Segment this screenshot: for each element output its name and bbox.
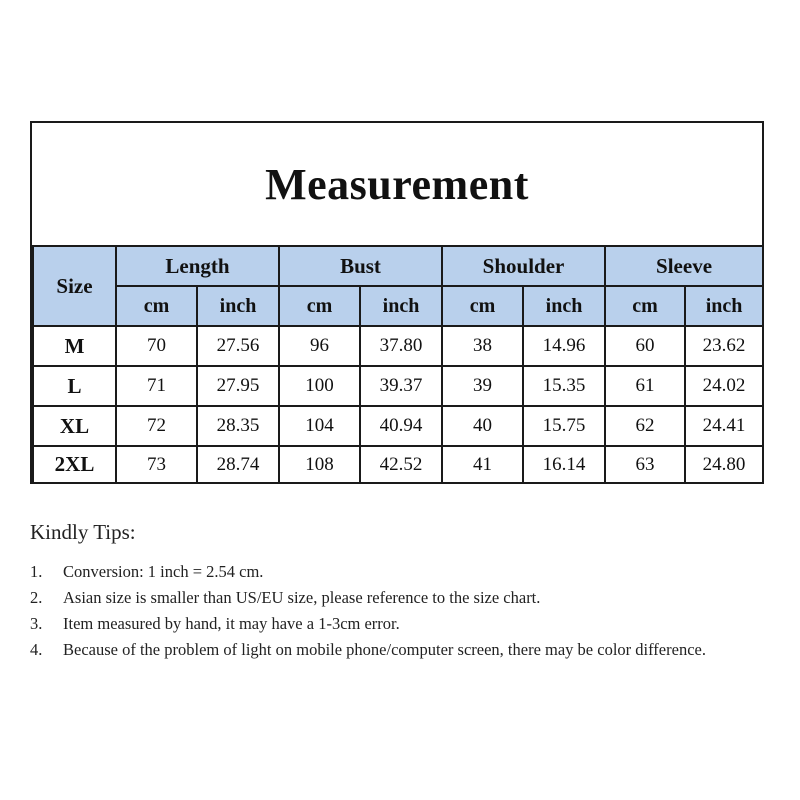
table-cell: 71: [116, 366, 197, 406]
unit-header: inch: [685, 286, 763, 326]
unit-header: inch: [360, 286, 442, 326]
tip-number: 2.: [30, 588, 43, 607]
chart-title: Measurement: [265, 159, 529, 209]
table-cell: 16.14: [523, 446, 605, 483]
unit-header: cm: [605, 286, 685, 326]
table-cell: 63: [605, 446, 685, 483]
table-cell: 23.62: [685, 326, 763, 366]
size-table: [32, 245, 764, 484]
table-cell: 39: [442, 366, 523, 406]
table-row: [33, 446, 763, 483]
table-row: [33, 366, 763, 406]
unit-header-row: [33, 286, 763, 326]
table-cell: 38: [442, 326, 523, 366]
tip-item: [30, 637, 790, 663]
table-cell: 70: [116, 326, 197, 366]
unit-header: inch: [523, 286, 605, 326]
tip-number: 4.: [30, 640, 43, 659]
table-cell: 108: [279, 446, 360, 483]
tips-list: [30, 559, 790, 663]
unit-header: cm: [279, 286, 360, 326]
table-cell: 28.35: [197, 406, 279, 446]
table-cell: 96: [279, 326, 360, 366]
table-cell: 40: [442, 406, 523, 446]
table-cell: 24.41: [685, 406, 763, 446]
tip-item: [30, 611, 790, 637]
table-cell: 24.02: [685, 366, 763, 406]
group-header-length: Length: [116, 246, 279, 286]
table-cell: 72: [116, 406, 197, 446]
group-header-shoulder: Shoulder: [442, 246, 605, 286]
size-header: Size: [33, 246, 116, 326]
table-cell: 40.94: [360, 406, 442, 446]
table-cell: 37.80: [360, 326, 442, 366]
tip-item: [30, 559, 790, 585]
unit-header: cm: [116, 286, 197, 326]
table-cell: 24.80: [685, 446, 763, 483]
table-cell: 61: [605, 366, 685, 406]
table-cell: 73: [116, 446, 197, 483]
table-cell: 39.37: [360, 366, 442, 406]
tip-number: 3.: [30, 614, 43, 633]
table-header-row: [33, 246, 763, 286]
group-header-sleeve: Sleeve: [605, 246, 763, 286]
tip-item: [30, 585, 790, 611]
size-label: L: [33, 366, 116, 406]
table-row: [33, 406, 763, 446]
table-cell: 41: [442, 446, 523, 483]
table-row: [33, 326, 763, 366]
tip-text: Because of the problem of light on mobile phone/computer screen, there may be color difference.: [63, 640, 706, 659]
unit-header: inch: [197, 286, 279, 326]
group-header-bust: Bust: [279, 246, 442, 286]
size-chart: [30, 121, 764, 484]
table-cell: 62: [605, 406, 685, 446]
unit-header: cm: [442, 286, 523, 326]
table-cell: 60: [605, 326, 685, 366]
tip-text: Asian size is smaller than US/EU size, please reference to the size chart.: [63, 588, 541, 607]
table-cell: 104: [279, 406, 360, 446]
tip-text: Conversion: 1 inch = 2.54 cm.: [63, 562, 264, 581]
size-label: M: [33, 326, 116, 366]
tips-section: [30, 520, 790, 663]
table-cell: 15.75: [523, 406, 605, 446]
table-cell: 15.35: [523, 366, 605, 406]
table-cell: 28.74: [197, 446, 279, 483]
table-cell: 14.96: [523, 326, 605, 366]
table-cell: 27.56: [197, 326, 279, 366]
table-cell: 100: [279, 366, 360, 406]
size-label: 2XL: [33, 446, 116, 483]
tips-heading: Kindly Tips:: [30, 520, 136, 544]
table-cell: 27.95: [197, 366, 279, 406]
size-label: XL: [33, 406, 116, 446]
tip-text: Item measured by hand, it may have a 1-3cm error.: [63, 614, 400, 633]
table-cell: 42.52: [360, 446, 442, 483]
tip-number: 1.: [30, 562, 43, 581]
